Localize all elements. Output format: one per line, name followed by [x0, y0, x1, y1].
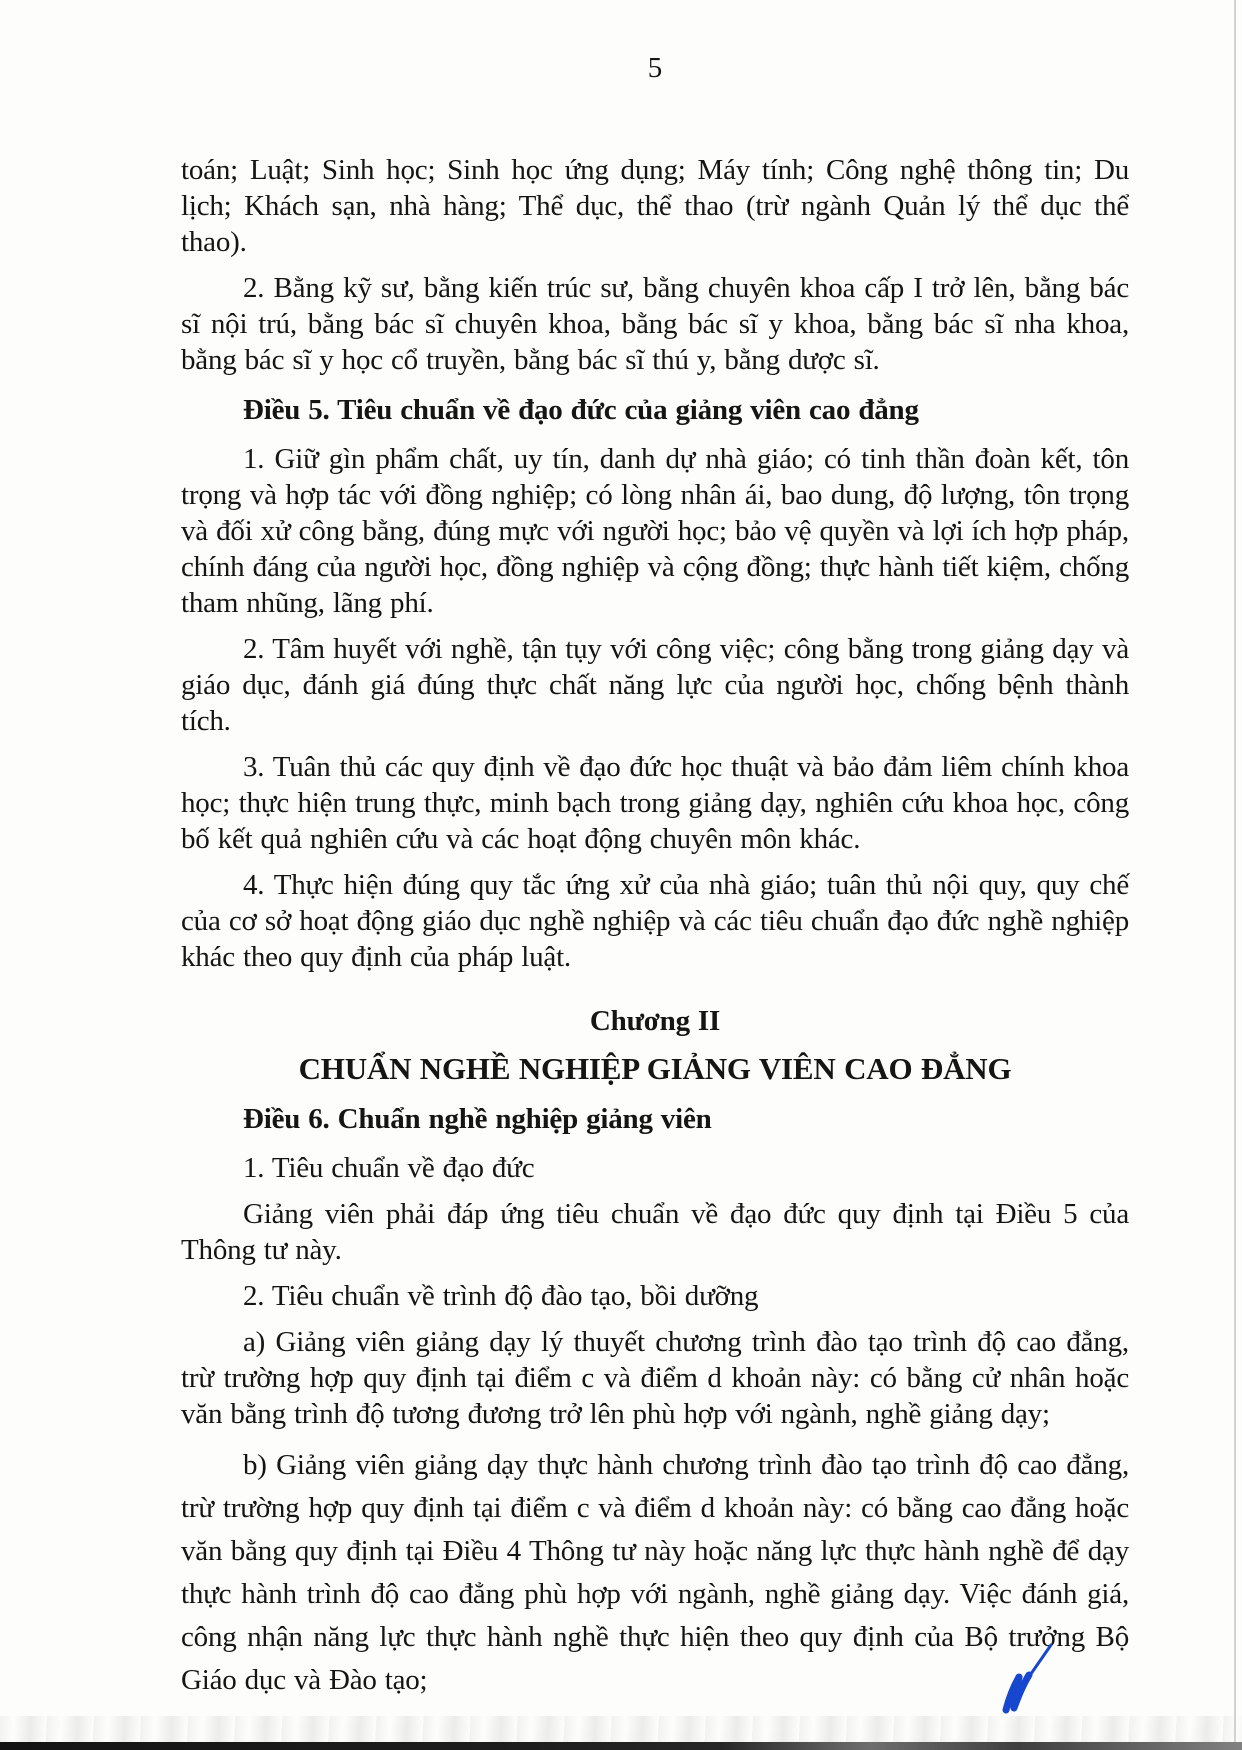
chapter2-label: Chương II: [589, 1005, 721, 1037]
article5-clause2: 2. Tâm huyết với nghề, tận tụy với công việc; công bằng trong giảng dạy và giáo dục, đánh giá đúng thực chất năng lực của người học, chống bệnh thành tích.: [181, 633, 1129, 737]
paragraph-continuation: toán; Luật; Sinh học; Sinh học ứng dụng; Máy tính; Công nghệ thông tin; Du lịch; Khách sạn, nhà hàng; Thể dục, thể thao (trừ ngành Quản lý thể dục thể thao).: [181, 154, 1129, 258]
article6-heading: Điều 6. Chuẩn nghề nghiệp giảng viên: [243, 1103, 712, 1135]
page-number: 5: [647, 52, 663, 84]
article6-clause2-point-b: b) Giảng viên giảng dạy thực hành chương trình đào tạo trình độ cao đẳng, trừ trường hợp quy định tại điểm c và điểm d khoản này: có bằng cao đẳng hoặc văn bằng quy định tại Điều 4 Thông tư này hoặc năng lực thực hành nghề để dạy thực hành trình độ cao đẳng phù hợp với ngành, nghề giảng dạy. Việc đánh giá, công nhận năng lực thực hành nghề thực hiện theo quy định của Bộ trưởng Bộ Giáo dục và Đào tạo;: [181, 1449, 1129, 1696]
article5-clause1: 1. Giữ gìn phẩm chất, uy tín, danh dự nhà giáo; có tinh thần đoàn kết, tôn trọng và hợp tác với đồng nghiệp; có lòng nhân ái, bao dung, độ lượng, tôn trọng và đối xử công bằng, đúng mực với người học; bảo vệ quyền và lợi ích hợp pháp, chính đáng của người học, đồng nghiệp và cộng đồng; thực hành tiết kiệm, chống tham nhũng, lãng phí.: [181, 443, 1129, 619]
article6-clause1-body: Giảng viên phải đáp ứng tiêu chuẩn về đạo đức quy định tại Điều 5 của Thông tư này.: [181, 1198, 1129, 1266]
article5-clause4: 4. Thực hiện đúng quy tắc ứng xử của nhà giáo; tuân thủ nội quy, quy chế của cơ sở hoạt động giáo dục nghề nghiệp và các tiêu chuẩn đạo đức nghề nghiệp khác theo quy định của pháp luật.: [181, 869, 1129, 973]
article5-clause3: 3. Tuân thủ các quy định về đạo đức học thuật và bảo đảm liêm chính khoa học; thực hiện trung thực, minh bạch trong giảng dạy, nghiên cứu khoa học, công bố kết quả nghiên cứu và các hoạt động chuyên môn khác.: [181, 751, 1129, 855]
scan-noise-strip: [0, 1716, 1242, 1742]
blue-pen-ink-mark: [996, 1640, 1054, 1716]
scan-edge-band-bottom: [0, 1742, 1242, 1750]
article6-clause2-point-a: a) Giảng viên giảng dạy lý thuyết chương trình đào tạo trình độ cao đẳng, trừ trường hợp quy định tại điểm c và điểm d khoản này: có bằng cử nhân hoặc văn bằng trình độ tương đương trở lên phù hợp với ngành, nghề giảng dạy;: [181, 1326, 1129, 1430]
paragraph-clause2-degrees: 2. Bằng kỹ sư, bằng kiến trúc sư, bằng chuyên khoa cấp I trở lên, bằng bác sĩ nội trú, bằng bác sĩ chuyên khoa, bằng bác sĩ y khoa, bằng bác sĩ nha khoa, bằng bác sĩ y học cổ truyền, bằng bác sĩ thú y, bằng dược sĩ.: [181, 272, 1129, 376]
article6-clause1-heading: 1. Tiêu chuẩn về đạo đức: [243, 1152, 535, 1184]
document-text-column: [181, 0, 1129, 1712]
article5-heading: Điều 5. Tiêu chuẩn về đạo đức của giảng viên cao đẳng: [243, 394, 919, 426]
article6-clause2-heading: 2. Tiêu chuẩn về trình độ đào tạo, bồi dưỡng: [243, 1280, 759, 1312]
chapter2-title: CHUẨN NGHỀ NGHIỆP GIẢNG VIÊN CAO ĐẲNG: [298, 1051, 1012, 1086]
scan-edge-line-right: [1234, 0, 1236, 1750]
ink-mark-tail: [1026, 1645, 1051, 1681]
